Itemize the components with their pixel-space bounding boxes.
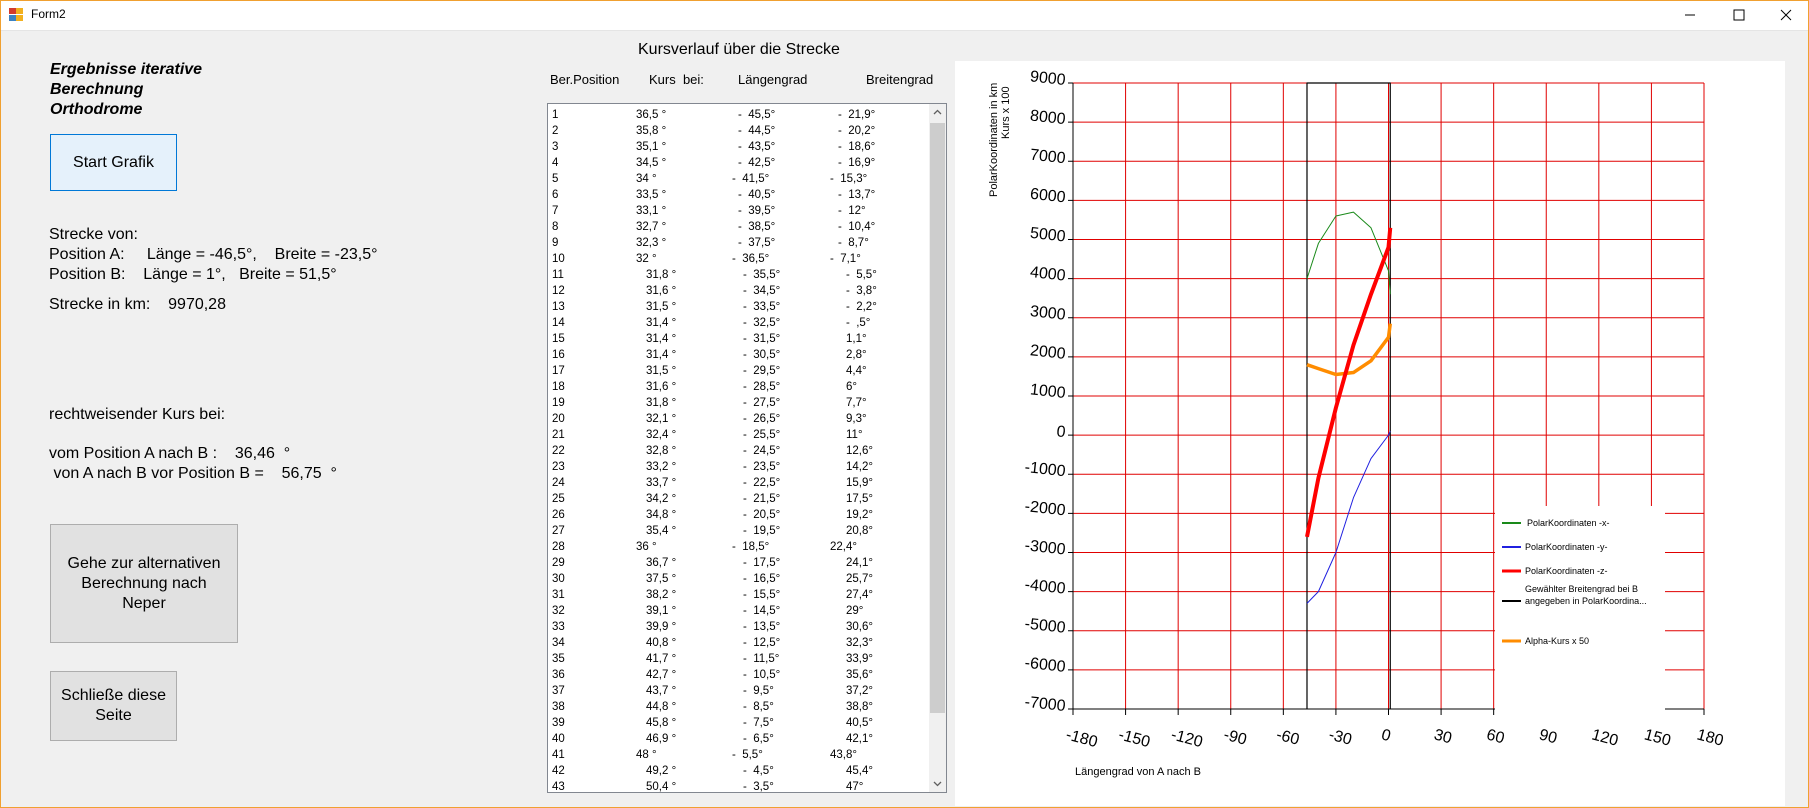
list-item[interactable]: [548, 251, 926, 267]
row-latitude: - 2,2°: [846, 301, 877, 313]
course-b-text: von A nach B vor Position B = 56,75 °: [49, 465, 337, 482]
row-position: 19: [552, 397, 565, 409]
list-item[interactable]: [548, 715, 926, 731]
list-caption: Kursverlauf über die Strecke: [638, 41, 840, 58]
maximize-button[interactable]: [1716, 0, 1762, 30]
list-item[interactable]: [548, 635, 926, 651]
row-course: 41,7 °: [646, 653, 677, 665]
row-latitude: - 3,8°: [846, 285, 877, 297]
close-window-button[interactable]: [1763, 0, 1809, 30]
row-latitude: 42,1°: [846, 733, 873, 745]
scroll-up-button[interactable]: [929, 104, 946, 121]
row-longitude: - 13,5°: [743, 621, 781, 633]
y-tick-label: -7000: [1023, 693, 1067, 715]
list-item[interactable]: [548, 411, 926, 427]
row-course: 31,4 °: [646, 317, 677, 329]
row-course: 36,7 °: [646, 557, 677, 569]
row-longitude: - 15,5°: [743, 589, 781, 601]
row-longitude: - 9,5°: [743, 685, 774, 697]
row-longitude: - 6,5°: [743, 733, 774, 745]
list-item[interactable]: [548, 123, 926, 139]
row-longitude: - 42,5°: [738, 157, 776, 169]
list-item[interactable]: [548, 779, 926, 793]
row-longitude: - 37,5°: [738, 237, 776, 249]
x-tick-label: -90: [1221, 726, 1249, 749]
row-course: 45,8 °: [646, 717, 677, 729]
row-position: 31: [552, 589, 565, 601]
legend-label: PolarKoordinaten -x-: [1527, 518, 1610, 528]
row-longitude: - 3,5°: [743, 781, 774, 793]
list-item[interactable]: [548, 427, 926, 443]
row-position: 16: [552, 349, 565, 361]
row-latitude: 47°: [846, 781, 864, 793]
row-longitude: - 8,5°: [743, 701, 774, 713]
row-latitude: 11°: [846, 429, 863, 441]
course-a-text: vom Position A nach B : 36,46 °: [49, 445, 291, 462]
row-position: 25: [552, 493, 565, 505]
row-position: 11: [552, 269, 564, 281]
y-tick-label: 8000: [1029, 107, 1067, 129]
x-tick-label: -120: [1169, 726, 1205, 752]
row-course: 36 °: [636, 541, 657, 553]
maximize-icon: [1733, 9, 1745, 21]
series-line: [1307, 228, 1390, 537]
row-latitude: 37,2°: [846, 685, 873, 697]
y-tick-label: 7000: [1029, 146, 1067, 168]
list-item[interactable]: [548, 699, 926, 715]
row-course: 35,4 °: [646, 525, 677, 537]
row-course: 31,8 °: [646, 397, 677, 409]
row-position: 21: [552, 429, 565, 441]
row-position: 33: [552, 621, 565, 633]
position-a-text: Position A: Länge = -46,5°, Breite = -23,5°: [49, 246, 378, 263]
row-course: 31,5 °: [646, 365, 677, 377]
row-longitude: - 5,5°: [732, 749, 763, 761]
row-course: 34,2 °: [646, 493, 677, 505]
row-position: 5: [552, 173, 559, 185]
close-page-button[interactable]: Schließe diese Seite: [50, 671, 177, 741]
list-item[interactable]: [548, 747, 926, 763]
row-course: 44,8 °: [646, 701, 677, 713]
y-axis-label-2: Kurs x 100: [1000, 86, 1012, 139]
row-latitude: 6°: [846, 381, 857, 393]
y-tick-label: -5000: [1023, 615, 1067, 637]
row-position: 9: [552, 237, 559, 249]
row-course: 42,7 °: [646, 669, 677, 681]
row-course: 39,9 °: [646, 621, 677, 633]
row-longitude: - 14,5°: [743, 605, 781, 617]
y-tick-label: 1000: [1029, 381, 1067, 402]
row-latitude: - 13,7°: [838, 189, 876, 201]
row-latitude: 35,6°: [846, 669, 873, 681]
row-latitude: 33,9°: [846, 653, 873, 665]
y-tick-label: 5000: [1029, 224, 1067, 246]
row-longitude: - 39,5°: [738, 205, 776, 217]
list-item[interactable]: [548, 475, 926, 491]
row-latitude: 32,3°: [846, 637, 873, 649]
list-item[interactable]: [548, 571, 926, 587]
row-latitude: 15,9°: [846, 477, 873, 489]
list-item[interactable]: [548, 219, 926, 235]
list-item[interactable]: [548, 539, 926, 555]
x-tick-label: 120: [1589, 726, 1620, 750]
x-tick-label: 180: [1694, 726, 1726, 750]
list-scrollbar[interactable]: [929, 104, 946, 792]
start-graphic-button[interactable]: Start Grafik: [50, 134, 177, 191]
row-longitude: - 21,5°: [743, 493, 781, 505]
row-position: 41: [552, 749, 565, 761]
y-tick-label: 0: [1055, 423, 1067, 442]
row-position: 43: [552, 781, 565, 793]
row-position: 37: [552, 685, 565, 697]
row-longitude: - 4,5°: [743, 765, 774, 777]
window-title: Form2: [31, 7, 66, 21]
row-latitude: - 20,2°: [838, 125, 876, 137]
scroll-thumb[interactable]: [930, 123, 945, 713]
row-position: 14: [552, 317, 565, 329]
row-course: 37,5 °: [646, 573, 677, 585]
row-longitude: - 34,5°: [743, 285, 781, 297]
row-latitude: 22,4°: [830, 541, 857, 553]
list-item[interactable]: [548, 459, 926, 475]
y-tick-label: -4000: [1023, 576, 1067, 598]
row-course: 31,8 °: [646, 269, 677, 281]
row-latitude: 38,8°: [846, 701, 873, 713]
row-position: 1: [552, 109, 559, 121]
row-latitude: 27,4°: [846, 589, 873, 601]
row-course: 31,4 °: [646, 349, 677, 361]
list-item[interactable]: [548, 235, 926, 251]
list-item[interactable]: [548, 667, 926, 683]
row-latitude: - 16,9°: [838, 157, 876, 169]
row-latitude: 12,6°: [846, 445, 873, 457]
row-latitude: - 21,9°: [838, 109, 876, 121]
row-position: 17: [552, 365, 565, 377]
list-item[interactable]: [548, 331, 926, 347]
row-longitude: - 18,5°: [732, 541, 770, 553]
row-longitude: - 32,5°: [743, 317, 781, 329]
row-position: 27: [552, 525, 565, 537]
x-tick-label: 150: [1642, 726, 1673, 750]
y-tick-label: 6000: [1029, 185, 1067, 207]
legend-label: PolarKoordinaten -y-: [1525, 542, 1608, 552]
row-latitude: - ,5°: [846, 317, 871, 329]
row-course: 35,8 °: [636, 125, 667, 137]
row-longitude: - 25,5°: [743, 429, 781, 441]
y-tick-label: 3000: [1029, 303, 1067, 324]
row-position: 20: [552, 413, 565, 425]
row-longitude: - 38,5°: [738, 221, 776, 233]
list-item[interactable]: [548, 107, 926, 123]
row-course: 40,8 °: [646, 637, 677, 649]
row-latitude: 7,7°: [846, 397, 867, 409]
row-latitude: - 12°: [838, 205, 866, 217]
row-longitude: - 24,5°: [743, 445, 781, 457]
y-tick-label: -3000: [1023, 537, 1067, 559]
course-label: rechtweisender Kurs bei:: [49, 406, 226, 423]
row-latitude: - 10,4°: [838, 221, 876, 233]
list-item[interactable]: [548, 763, 926, 779]
row-course: 34 °: [636, 173, 657, 185]
row-position: 23: [552, 461, 565, 473]
distance-text: Strecke in km: 9970,28: [49, 296, 226, 313]
row-latitude: 20,8°: [846, 525, 873, 537]
list-item[interactable]: [548, 155, 926, 171]
row-position: 7: [552, 205, 559, 217]
minimize-icon: [1684, 9, 1696, 21]
row-longitude: - 41,5°: [732, 173, 770, 185]
result-title: Ergebnisse iterative Berechnung Orthodrome: [50, 61, 203, 118]
y-tick-label: -2000: [1023, 498, 1067, 520]
y-axis-label: PolarKoordinaten in km: [988, 82, 1000, 197]
row-latitude: 1,1°: [846, 333, 867, 345]
row-longitude: - 11,5°: [743, 653, 780, 665]
row-position: 18: [552, 381, 565, 393]
row-course: 49,2 °: [646, 765, 677, 777]
row-longitude: - 29,5°: [743, 365, 781, 377]
list-item[interactable]: [548, 363, 926, 379]
list-item[interactable]: [548, 491, 926, 507]
list-item[interactable]: [548, 443, 926, 459]
row-course: 31,4 °: [646, 333, 677, 345]
list-item[interactable]: [548, 587, 926, 603]
row-longitude: - 17,5°: [743, 557, 781, 569]
row-position: 24: [552, 477, 565, 489]
minimize-button[interactable]: [1667, 0, 1713, 30]
list-item[interactable]: [548, 283, 926, 299]
row-position: 40: [552, 733, 565, 745]
row-longitude: - 16,5°: [743, 573, 781, 585]
row-latitude: 45,4°: [846, 765, 873, 777]
list-item[interactable]: [548, 603, 926, 619]
list-item[interactable]: [548, 315, 926, 331]
row-position: 35: [552, 653, 565, 665]
x-tick-label: 30: [1432, 726, 1454, 748]
row-longitude: - 26,5°: [743, 413, 781, 425]
row-longitude: - 23,5°: [743, 461, 781, 473]
x-tick-label: -30: [1326, 726, 1354, 749]
route-label: Strecke von:: [49, 226, 138, 243]
list-item[interactable]: [548, 203, 926, 219]
row-course: 31,6 °: [646, 381, 677, 393]
row-latitude: 19,2°: [846, 509, 873, 521]
row-course: 33,5 °: [636, 189, 667, 201]
row-position: 3: [552, 141, 559, 153]
row-course: 34,8 °: [646, 509, 677, 521]
y-tick-label: 9000: [1029, 68, 1067, 89]
chevron-up-icon: [929, 104, 946, 121]
row-position: 13: [552, 301, 565, 313]
row-course: 48 °: [636, 749, 657, 761]
row-position: 12: [552, 285, 565, 297]
row-position: 38: [552, 701, 565, 713]
series-line: [1307, 431, 1390, 603]
close-icon: [1780, 9, 1792, 21]
chart-panel: [955, 61, 1785, 806]
y-tick-label: 4000: [1029, 263, 1067, 285]
list-item[interactable]: [548, 379, 926, 395]
row-longitude: - 7,5°: [743, 717, 774, 729]
row-latitude: 25,7°: [846, 573, 873, 585]
list-item[interactable]: [548, 347, 926, 363]
list-item[interactable]: [548, 523, 926, 539]
list-item[interactable]: [548, 619, 926, 635]
row-course: 32,8 °: [646, 445, 677, 457]
row-course: 33,1 °: [636, 205, 667, 217]
row-latitude: 9,3°: [846, 413, 867, 425]
row-course: 43,7 °: [646, 685, 677, 697]
list-item[interactable]: [548, 299, 926, 315]
row-position: 28: [552, 541, 565, 553]
row-longitude: - 20,5°: [743, 509, 781, 521]
row-latitude: 14,2°: [846, 461, 873, 473]
list-item[interactable]: [548, 731, 926, 747]
row-latitude: 43,8°: [830, 749, 857, 761]
row-position: 32: [552, 605, 565, 617]
list-item[interactable]: [548, 267, 926, 283]
x-axis-label: Längengrad von A nach B: [1075, 766, 1201, 778]
list-item[interactable]: [548, 139, 926, 155]
list-item[interactable]: [548, 555, 926, 571]
row-longitude: - 36,5°: [732, 253, 770, 265]
row-longitude: - 28,5°: [743, 381, 781, 393]
list-item[interactable]: [548, 683, 926, 699]
legend-label: Alpha-Kurs x 50: [1525, 636, 1590, 646]
row-longitude: - 33,5°: [743, 301, 781, 313]
row-course: 39,1 °: [646, 605, 677, 617]
row-latitude: 30,6°: [846, 621, 873, 633]
course-listbox[interactable]: [547, 103, 947, 793]
row-position: 39: [552, 717, 565, 729]
row-course: 31,6 °: [646, 285, 677, 297]
row-course: 31,5 °: [646, 301, 677, 313]
row-longitude: - 12,5°: [743, 637, 781, 649]
row-latitude: - 15,3°: [830, 173, 868, 185]
row-position: 15: [552, 333, 565, 345]
row-latitude: 40,5°: [846, 717, 873, 729]
row-longitude: - 31,5°: [743, 333, 781, 345]
row-course: 32,7 °: [636, 221, 667, 233]
y-tick-label: -6000: [1023, 654, 1067, 676]
row-longitude: - 35,5°: [743, 269, 781, 281]
row-position: 8: [552, 221, 559, 233]
row-position: 10: [552, 253, 565, 265]
row-longitude: - 27,5°: [743, 397, 781, 409]
row-latitude: - 8,7°: [838, 237, 869, 249]
position-b-text: Position B: Länge = 1°, Breite = 51,5°: [49, 266, 337, 283]
row-course: 34,5 °: [636, 157, 667, 169]
row-longitude: - 45,5°: [738, 109, 776, 121]
row-longitude: - 22,5°: [743, 477, 781, 489]
row-latitude: - 7,1°: [830, 253, 861, 265]
x-tick-label: -60: [1274, 726, 1302, 749]
list-item[interactable]: [548, 395, 926, 411]
header-position: Ber.Position: [550, 72, 620, 87]
row-longitude: - 10,5°: [743, 669, 781, 681]
row-latitude: 4,4°: [846, 365, 867, 377]
header-course: Kurs bei:: [649, 72, 704, 87]
row-longitude: - 40,5°: [738, 189, 776, 201]
row-longitude: - 44,5°: [738, 125, 776, 137]
x-tick-label: 0: [1379, 726, 1393, 746]
row-position: 36: [552, 669, 565, 681]
row-position: 26: [552, 509, 565, 521]
title-bar: [0, 0, 1809, 31]
row-position: 6: [552, 189, 559, 201]
series-line: [1307, 212, 1390, 294]
list-item[interactable]: [548, 507, 926, 523]
list-item[interactable]: [548, 171, 926, 187]
row-course: 50,4 °: [646, 781, 677, 793]
header-longitude: Längengrad: [738, 72, 808, 87]
row-course: 32 °: [636, 253, 657, 265]
row-course: 36,5 °: [636, 109, 667, 121]
row-position: 42: [552, 765, 565, 777]
row-position: 4: [552, 157, 559, 169]
chevron-down-icon: [929, 775, 946, 792]
row-latitude: 2,8°: [846, 349, 867, 361]
scroll-down-button[interactable]: [929, 775, 946, 792]
row-longitude: - 43,5°: [738, 141, 776, 153]
row-position: 29: [552, 557, 565, 569]
row-position: 30: [552, 573, 565, 585]
list-item[interactable]: [548, 651, 926, 667]
row-latitude: - 18,6°: [838, 141, 876, 153]
row-course: 38,2 °: [646, 589, 677, 601]
row-latitude: 24,1°: [846, 557, 873, 569]
x-tick-label: 90: [1537, 726, 1559, 748]
row-longitude: - 19,5°: [743, 525, 781, 537]
row-course: 35,1 °: [636, 141, 667, 153]
row-latitude: - 5,5°: [846, 269, 877, 281]
row-course: 33,2 °: [646, 461, 677, 473]
row-course: 32,1 °: [646, 413, 677, 425]
row-course: 32,4 °: [646, 429, 677, 441]
legend: [1495, 506, 1665, 716]
x-tick-label: -180: [1063, 726, 1100, 752]
legend-label: PolarKoordinaten -z-: [1525, 566, 1608, 576]
list-item[interactable]: [548, 187, 926, 203]
row-latitude: 29°: [846, 605, 864, 617]
legend-label: Gewählter Breitengrad bei B: [1525, 584, 1639, 594]
row-course: 46,9 °: [646, 733, 677, 745]
course-chart: [955, 61, 1785, 806]
row-longitude: - 30,5°: [743, 349, 781, 361]
x-tick-label: 60: [1484, 726, 1507, 748]
row-position: 22: [552, 445, 565, 457]
y-tick-label: -1000: [1023, 459, 1067, 481]
row-course: 33,7 °: [646, 477, 677, 489]
row-course: 32,3 °: [636, 237, 667, 249]
x-tick-label: -150: [1116, 726, 1152, 752]
app-icon: [9, 8, 23, 21]
y-tick-label: 2000: [1029, 342, 1067, 363]
header-latitude: Breitengrad: [866, 72, 934, 87]
alternative-calculation-button[interactable]: Gehe zur alternativen Berechnung nach Neper: [50, 524, 238, 643]
legend-label: angegeben in PolarKoordina...: [1525, 596, 1647, 606]
row-position: 2: [552, 125, 559, 137]
row-position: 34: [552, 637, 565, 649]
row-latitude: 17,5°: [846, 493, 873, 505]
